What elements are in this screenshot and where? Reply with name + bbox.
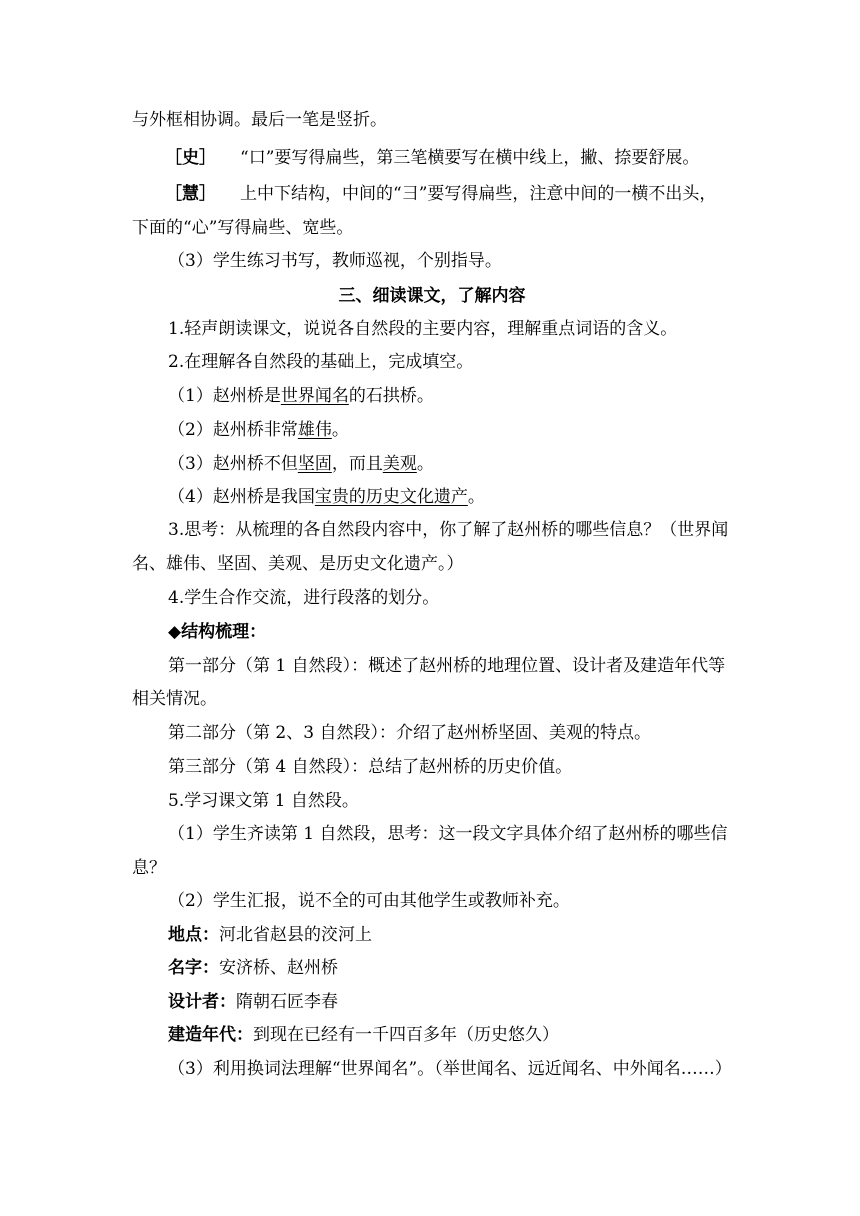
- fill-answer: 世界闻名: [280, 386, 349, 406]
- paragraph-line: 第一部分（第 1 自然段）：概述了赵州桥的地理位置、设计者及建造年代等: [168, 656, 726, 676]
- fill-item-2: [168, 418, 778, 442]
- paragraph-line: 4.学生合作交流，进行段落的划分。: [168, 588, 440, 608]
- paragraph-line: 1.轻声朗读课文，说说各自然段的主要内容，理解重点词语的含义。: [168, 319, 678, 339]
- info-label: 设计者：: [168, 992, 236, 1012]
- char-note-shi: [165, 146, 775, 170]
- fill-answer: 坚固: [297, 454, 332, 474]
- paragraph-line: 息？: [132, 858, 166, 878]
- fill-text: （1）赵州桥是: [168, 386, 281, 406]
- paragraph-line: （2）学生汇报，说不全的可由其他学生或教师补充。: [168, 891, 570, 911]
- info-value: 安济桥、赵州桥: [219, 958, 338, 978]
- info-value: 河北省赵县的洨河上: [219, 925, 372, 945]
- info-label: 建造年代：: [168, 1025, 253, 1045]
- info-year: [168, 1023, 778, 1047]
- info-designer: [168, 990, 778, 1014]
- info-name: [168, 956, 778, 980]
- paragraph-line: （1）学生齐读第 1 自然段，思考：这一段文字具体介绍了赵州桥的哪些信: [168, 824, 728, 844]
- info-value: 隋朝石匠李春: [236, 992, 338, 1012]
- section-title: 三、细读课文，了解内容: [338, 286, 526, 306]
- paragraph-line: 相关情况。: [132, 689, 217, 709]
- fill-item-3: [168, 452, 778, 476]
- fill-text: （3）赵州桥不但: [168, 454, 298, 474]
- paragraph-line: （3）学生练习书写，教师巡视，个别指导。: [168, 251, 502, 271]
- fill-text: （2）赵州桥非常: [168, 420, 298, 440]
- info-place: [168, 923, 778, 947]
- paragraph-line: （3）利用换词法理解“世界闻名”。（举世闻名、远近闻名、中外闻名……）: [168, 1059, 732, 1079]
- char-tag-hui: ［慧］: [165, 184, 216, 204]
- fill-item-1: [168, 384, 778, 408]
- fill-answer: 美观: [382, 454, 417, 474]
- structure-title: ◆结构梳理：: [168, 622, 267, 642]
- paragraph-line: 5.学习课文第 1 自然段。: [168, 791, 359, 811]
- fill-text: ，而且: [331, 454, 383, 474]
- char-note-hui: [165, 182, 775, 206]
- paragraph-line: 第二部分（第 2、3 自然段）：介绍了赵州桥坚固、美观的特点。: [168, 723, 651, 743]
- fill-item-4: [168, 485, 778, 509]
- paragraph-line: 下面的“心”写得扁些、宽些。: [132, 218, 354, 238]
- info-label: 地点：: [168, 925, 219, 945]
- char-note-text: “口”要写得扁些，第三笔横要写在横中线上，撇、捺要舒展。: [240, 148, 700, 168]
- paragraph-line: 与外框相协调。最后一笔是竖折。: [132, 110, 387, 130]
- fill-text: 。: [416, 454, 434, 474]
- fill-answer: 雄伟: [297, 420, 332, 440]
- char-note-text: 上中下结构，中间的“彐”要写得扁些，注意中间的一横不出头，: [240, 184, 717, 204]
- info-label: 名字：: [168, 958, 219, 978]
- info-value: 到现在已经有一千四百多年（历史悠久）: [253, 1025, 559, 1045]
- paragraph-line: 2.在理解各自然段的基础上，完成填空。: [168, 352, 474, 372]
- paragraph-line: 3.思考：从梳理的各自然段内容中，你了解了赵州桥的哪些信息？（世界闻: [168, 520, 729, 540]
- char-tag-shi: ［史］: [165, 148, 216, 168]
- fill-text: 。: [331, 420, 349, 440]
- fill-answer: 宝贵的历史文化遗产: [314, 487, 468, 507]
- fill-text: 。: [467, 487, 485, 507]
- fill-text: （4）赵州桥是我国: [168, 487, 315, 507]
- paragraph-line: 名、雄伟、坚固、美观、是历史文化遗产。）: [132, 554, 464, 574]
- fill-text: 的石拱桥。: [348, 386, 434, 406]
- paragraph-line: 第三部分（第 4 自然段）：总结了赵州桥的历史价值。: [168, 757, 573, 777]
